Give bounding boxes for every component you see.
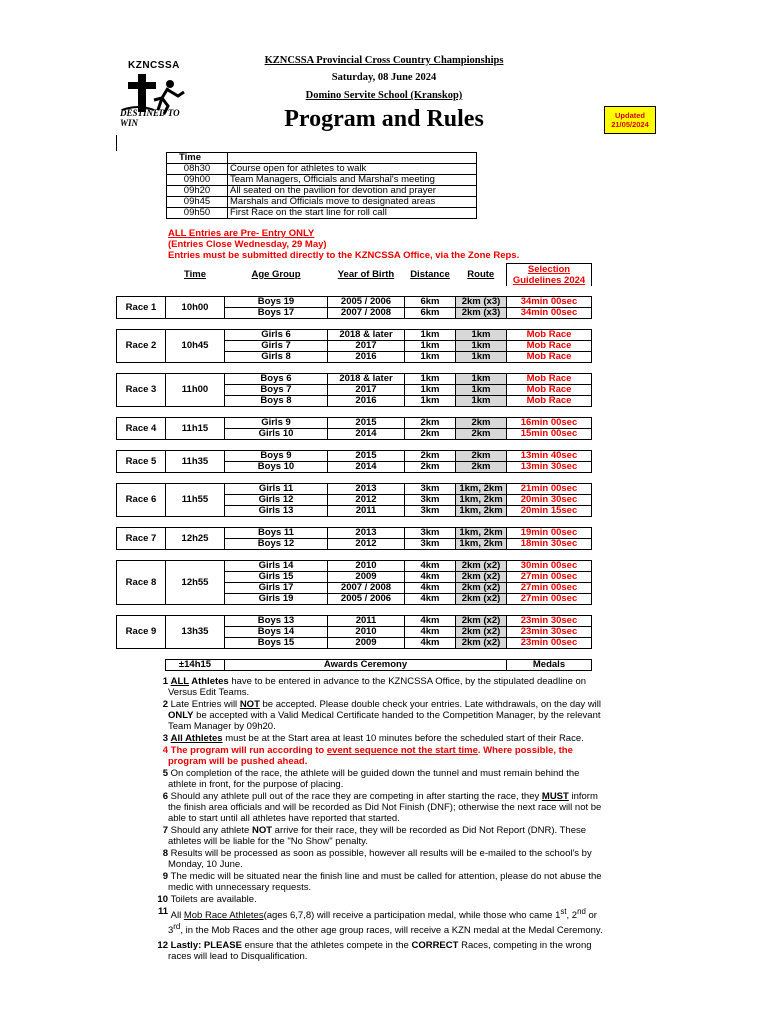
- race-time: 11h55: [166, 484, 225, 517]
- distance-cell: 3km: [405, 495, 456, 506]
- year-of-birth-cell: 2017: [328, 385, 405, 396]
- age-group-cell: Girls 6: [225, 330, 328, 341]
- year-of-birth-cell: 2011: [328, 506, 405, 517]
- route-cell: 2km: [456, 451, 507, 462]
- year-of-birth-cell: 2018 & later: [328, 330, 405, 341]
- header-guide-line2: Guidelines 2024: [512, 275, 586, 286]
- header-age-group: Age Group: [251, 268, 301, 280]
- year-of-birth-cell: 2014: [328, 429, 405, 440]
- distance-cell: 1km: [405, 352, 456, 363]
- year-of-birth-cell: 2007 / 2008: [328, 308, 405, 319]
- age-group-cell: Girls 10: [225, 429, 328, 440]
- route-cell: 1km: [456, 330, 507, 341]
- age-group-cell: Girls 8: [225, 352, 328, 363]
- distance-cell: 1km: [405, 341, 456, 352]
- guideline-cell: 23min 30sec: [507, 616, 592, 627]
- race-row: [117, 561, 592, 572]
- route-cell: 2km (x2): [456, 561, 507, 572]
- header-route: Route: [467, 268, 495, 280]
- distance-cell: 4km: [405, 616, 456, 627]
- route-cell: 2km (x2): [456, 572, 507, 583]
- schedule-row: 09h50 First Race on the start line for roll call: [167, 208, 477, 219]
- guideline-cell: 20min 15sec: [507, 506, 592, 517]
- guideline-cell: 34min 00sec: [507, 308, 592, 319]
- race-row: [117, 451, 592, 462]
- rule-item: 4 The program will run according to event sequence not the start time. Where possible, the program will be pushed ahead.: [162, 745, 573, 767]
- race-number: Race 8: [117, 561, 166, 605]
- rule-item: 12 Lastly: PLEASE ensure that the athletes compete in the CORRECT Races, competing in the wrong races will lead to Disqualification.: [157, 940, 592, 963]
- rule-item: 10 Toilets are available.: [157, 894, 257, 905]
- route-cell: 2km (x3): [456, 308, 507, 319]
- guideline-cell: Mob Race: [507, 385, 592, 396]
- rule-item: 1 ALL Athletes have to be entered in advance to the KZNCSSA Office, by the stipulated deadline on Versus Edit Teams.: [162, 676, 587, 698]
- race-number: Race 5: [117, 451, 166, 473]
- year-of-birth-cell: 2016: [328, 352, 405, 363]
- distance-cell: 4km: [405, 638, 456, 649]
- route-cell: 2km: [456, 418, 507, 429]
- rule-item: 8 Results will be processed as soon as possible, however all results will be e-mailed to the school's by Monday, 10 June.: [162, 848, 592, 870]
- year-of-birth-cell: 2018 & later: [328, 374, 405, 385]
- year-of-birth-cell: 2010: [328, 627, 405, 638]
- year-of-birth-cell: 2011: [328, 616, 405, 627]
- guideline-cell: Mob Race: [507, 352, 592, 363]
- guideline-cell: 13min 30sec: [507, 462, 592, 473]
- guideline-cell: 23min 30sec: [507, 627, 592, 638]
- route-cell: 1km: [456, 341, 507, 352]
- schedule-row: 08h30 Course open for athletes to walk: [167, 164, 477, 175]
- race-row: [117, 484, 592, 495]
- age-group-cell: Boys 7: [225, 385, 328, 396]
- distance-cell: 4km: [405, 572, 456, 583]
- distance-cell: 4km: [405, 583, 456, 594]
- race-time: 10h00: [166, 297, 225, 319]
- updated-label: Updated: [615, 111, 645, 120]
- rule-item: 7 Should any athlete NOT arrive for their race, they will be recorded as Did Not Report (DNR). These athletes will be liable for the "No Show" penalty.: [162, 825, 587, 847]
- year-of-birth-cell: 2016: [328, 396, 405, 407]
- race-number: Race 9: [117, 616, 166, 649]
- distance-cell: 1km: [405, 330, 456, 341]
- route-cell: 1km, 2km: [456, 484, 507, 495]
- distance-cell: 4km: [405, 561, 456, 572]
- route-cell: 1km: [456, 352, 507, 363]
- logo-motto: DESTINED TO WIN: [120, 108, 180, 128]
- year-of-birth-cell: 2012: [328, 495, 405, 506]
- guideline-cell: 13min 40sec: [507, 451, 592, 462]
- age-group-cell: Girls 19: [225, 594, 328, 605]
- race-time: 11h15: [166, 418, 225, 440]
- entries-notice: [168, 228, 519, 261]
- route-cell: 2km (x2): [456, 616, 507, 627]
- route-cell: 2km: [456, 429, 507, 440]
- age-group-cell: Girls 11: [225, 484, 328, 495]
- logo-name: KZNCSSA: [128, 60, 180, 71]
- route-cell: 1km, 2km: [456, 539, 507, 550]
- page-title: Program and Rules: [284, 106, 484, 132]
- year-of-birth-cell: 2014: [328, 462, 405, 473]
- distance-cell: 6km: [405, 297, 456, 308]
- age-group-cell: Girls 17: [225, 583, 328, 594]
- year-of-birth-cell: 2015: [328, 451, 405, 462]
- race-time: 12h25: [166, 528, 225, 550]
- route-cell: 1km: [456, 396, 507, 407]
- distance-cell: 4km: [405, 594, 456, 605]
- rule-item: 5 On completion of the race, the athlete will be guided down the tunnel and must remain behind the athlete in front, for the purpose of placing.: [162, 768, 580, 790]
- guideline-cell: 34min 00sec: [507, 297, 592, 308]
- route-cell: 2km: [456, 462, 507, 473]
- rule-item: 6 Should any athlete pull out of the race they are competing in after starting the race, they MUST inform the finish area officials and will be recorded as Did Not Finish (DNF); otherwise the next race will not be able to start until all athletes have reported that started.: [162, 791, 602, 824]
- distance-cell: 2km: [405, 451, 456, 462]
- entries-line1: ALL Entries are Pre- Entry ONLY: [168, 228, 315, 239]
- route-cell: 2km (x2): [456, 638, 507, 649]
- route-cell: 1km: [456, 374, 507, 385]
- guideline-cell: 27min 00sec: [507, 583, 592, 594]
- age-group-cell: Girls 15: [225, 572, 328, 583]
- guideline-cell: Mob Race: [507, 396, 592, 407]
- race-time: 10h45: [166, 330, 225, 363]
- year-of-birth-cell: 2013: [328, 484, 405, 495]
- distance-cell: 3km: [405, 484, 456, 495]
- awards-row: [117, 660, 592, 671]
- updated-badge: [604, 106, 656, 134]
- year-of-birth-cell: 2010: [328, 561, 405, 572]
- event-date: Saturday, 08 June 2024: [331, 72, 437, 83]
- race-number: Race 6: [117, 484, 166, 517]
- schedule-header-time: Time: [167, 153, 228, 164]
- age-group-cell: Girls 13: [225, 506, 328, 517]
- text-cursor: [116, 135, 117, 151]
- guideline-cell: 18min 30sec: [507, 539, 592, 550]
- races-table: [116, 263, 592, 671]
- route-cell: 2km (x3): [456, 297, 507, 308]
- guideline-cell: Mob Race: [507, 374, 592, 385]
- awards-time: ±14h15: [166, 660, 225, 671]
- age-group-cell: Boys 13: [225, 616, 328, 627]
- header-distance: Distance: [410, 268, 450, 280]
- year-of-birth-cell: 2009: [328, 638, 405, 649]
- route-cell: 1km, 2km: [456, 506, 507, 517]
- age-group-cell: Boys 12: [225, 539, 328, 550]
- year-of-birth-cell: 2017: [328, 341, 405, 352]
- race-time: 12h55: [166, 561, 225, 605]
- race-number: Race 3: [117, 374, 166, 407]
- age-group-cell: Boys 17: [225, 308, 328, 319]
- rule-item: 11 All Mob Race Athletes(ages 6,7,8) will receive a participation medal, while those who came 1st, 2nd or 3rd, in the Mob Races and the other age group races, will receive a KZN medal at the Medal Ceremony.: [157, 906, 603, 937]
- race-row: [117, 418, 592, 429]
- race-row: [117, 374, 592, 385]
- distance-cell: 3km: [405, 539, 456, 550]
- age-group-cell: Boys 8: [225, 396, 328, 407]
- updated-date: 21/05/2024: [611, 120, 649, 129]
- distance-cell: 3km: [405, 506, 456, 517]
- age-group-cell: Boys 15: [225, 638, 328, 649]
- entries-line3: Entries must be submitted directly to the KZNCSSA Office, via the Zone Reps.: [168, 250, 520, 261]
- event-venue: Domino Servite School (Kranskop): [305, 90, 463, 101]
- race-row: [117, 297, 592, 308]
- distance-cell: 1km: [405, 374, 456, 385]
- age-group-cell: Boys 6: [225, 374, 328, 385]
- header-year-of-birth: Year of Birth: [337, 268, 395, 280]
- guideline-cell: Mob Race: [507, 330, 592, 341]
- race-number: Race 2: [117, 330, 166, 363]
- age-group-cell: Boys 9: [225, 451, 328, 462]
- age-group-cell: Girls 7: [225, 341, 328, 352]
- guideline-cell: 20min 30sec: [507, 495, 592, 506]
- route-cell: 2km (x2): [456, 583, 507, 594]
- entries-line2: (Entries Close Wednesday, 29 May): [168, 239, 327, 250]
- schedule-row: 09h45 Marshals and Officials move to designated areas: [167, 197, 477, 208]
- year-of-birth-cell: 2009: [328, 572, 405, 583]
- distance-cell: 4km: [405, 627, 456, 638]
- race-row: [117, 616, 592, 627]
- race-row: [117, 330, 592, 341]
- awards-medals: Medals: [507, 660, 592, 671]
- schedule-table: [166, 152, 477, 219]
- rules-list: [140, 676, 610, 963]
- route-cell: 2km (x2): [456, 627, 507, 638]
- race-number: Race 1: [117, 297, 166, 319]
- age-group-cell: Girls 9: [225, 418, 328, 429]
- race-row: [117, 528, 592, 539]
- race-time: 13h35: [166, 616, 225, 649]
- awards-label: Awards Ceremony: [225, 660, 507, 671]
- age-group-cell: Boys 11: [225, 528, 328, 539]
- route-cell: 2km (x2): [456, 594, 507, 605]
- year-of-birth-cell: 2013: [328, 528, 405, 539]
- distance-cell: 1km: [405, 396, 456, 407]
- race-number: Race 7: [117, 528, 166, 550]
- age-group-cell: Girls 14: [225, 561, 328, 572]
- route-cell: 1km, 2km: [456, 495, 507, 506]
- distance-cell: 3km: [405, 528, 456, 539]
- year-of-birth-cell: 2007 / 2008: [328, 583, 405, 594]
- route-cell: 1km, 2km: [456, 528, 507, 539]
- year-of-birth-cell: 2012: [328, 539, 405, 550]
- race-time: 11h35: [166, 451, 225, 473]
- route-cell: 1km: [456, 385, 507, 396]
- header-guidelines: [507, 264, 592, 287]
- schedule-row: 09h00 Team Managers, Officials and Marshal's meeting: [167, 175, 477, 186]
- rule-item: 3 All Athletes must be at the Start area at least 10 minutes before the scheduled start of their Race.: [162, 733, 584, 744]
- guideline-cell: 16min 00sec: [507, 418, 592, 429]
- age-group-cell: Boys 14: [225, 627, 328, 638]
- age-group-cell: Girls 12: [225, 495, 328, 506]
- distance-cell: 2km: [405, 429, 456, 440]
- guideline-cell: 19min 00sec: [507, 528, 592, 539]
- year-of-birth-cell: 2015: [328, 418, 405, 429]
- distance-cell: 2km: [405, 418, 456, 429]
- guideline-cell: 27min 00sec: [507, 594, 592, 605]
- guideline-cell: 23min 00sec: [507, 638, 592, 649]
- year-of-birth-cell: 2005 / 2006: [328, 297, 405, 308]
- guideline-cell: 27min 00sec: [507, 572, 592, 583]
- distance-cell: 6km: [405, 308, 456, 319]
- header-time: Time: [183, 268, 206, 280]
- event-title: KZNCSSA Provincial Cross Country Championships: [264, 55, 504, 66]
- age-group-cell: Boys 19: [225, 297, 328, 308]
- guideline-cell: Mob Race: [507, 341, 592, 352]
- distance-cell: 2km: [405, 462, 456, 473]
- race-time: 11h00: [166, 374, 225, 407]
- guideline-cell: 15min 00sec: [507, 429, 592, 440]
- rule-item: 9 The medic will be situated near the finish line and must be called for attention, please do not abuse the medic with unnecessary requests.: [162, 871, 602, 893]
- rule-item: 2 Late Entries will NOT be accepted. Please double check your entries. Late withdrawals, on the day will ONLY be accepted with a Valid Medical Certificate handed to the Competition Manager, by the relevant Team Manager by 09h20.: [162, 699, 602, 732]
- distance-cell: 1km: [405, 385, 456, 396]
- race-number: Race 4: [117, 418, 166, 440]
- guideline-cell: 21min 00sec: [507, 484, 592, 495]
- header-guide-line1: Selection: [527, 264, 571, 275]
- age-group-cell: Boys 10: [225, 462, 328, 473]
- guideline-cell: 30min 00sec: [507, 561, 592, 572]
- year-of-birth-cell: 2005 / 2006: [328, 594, 405, 605]
- schedule-row: 09h20 All seated on the pavilion for devotion and prayer: [167, 186, 477, 197]
